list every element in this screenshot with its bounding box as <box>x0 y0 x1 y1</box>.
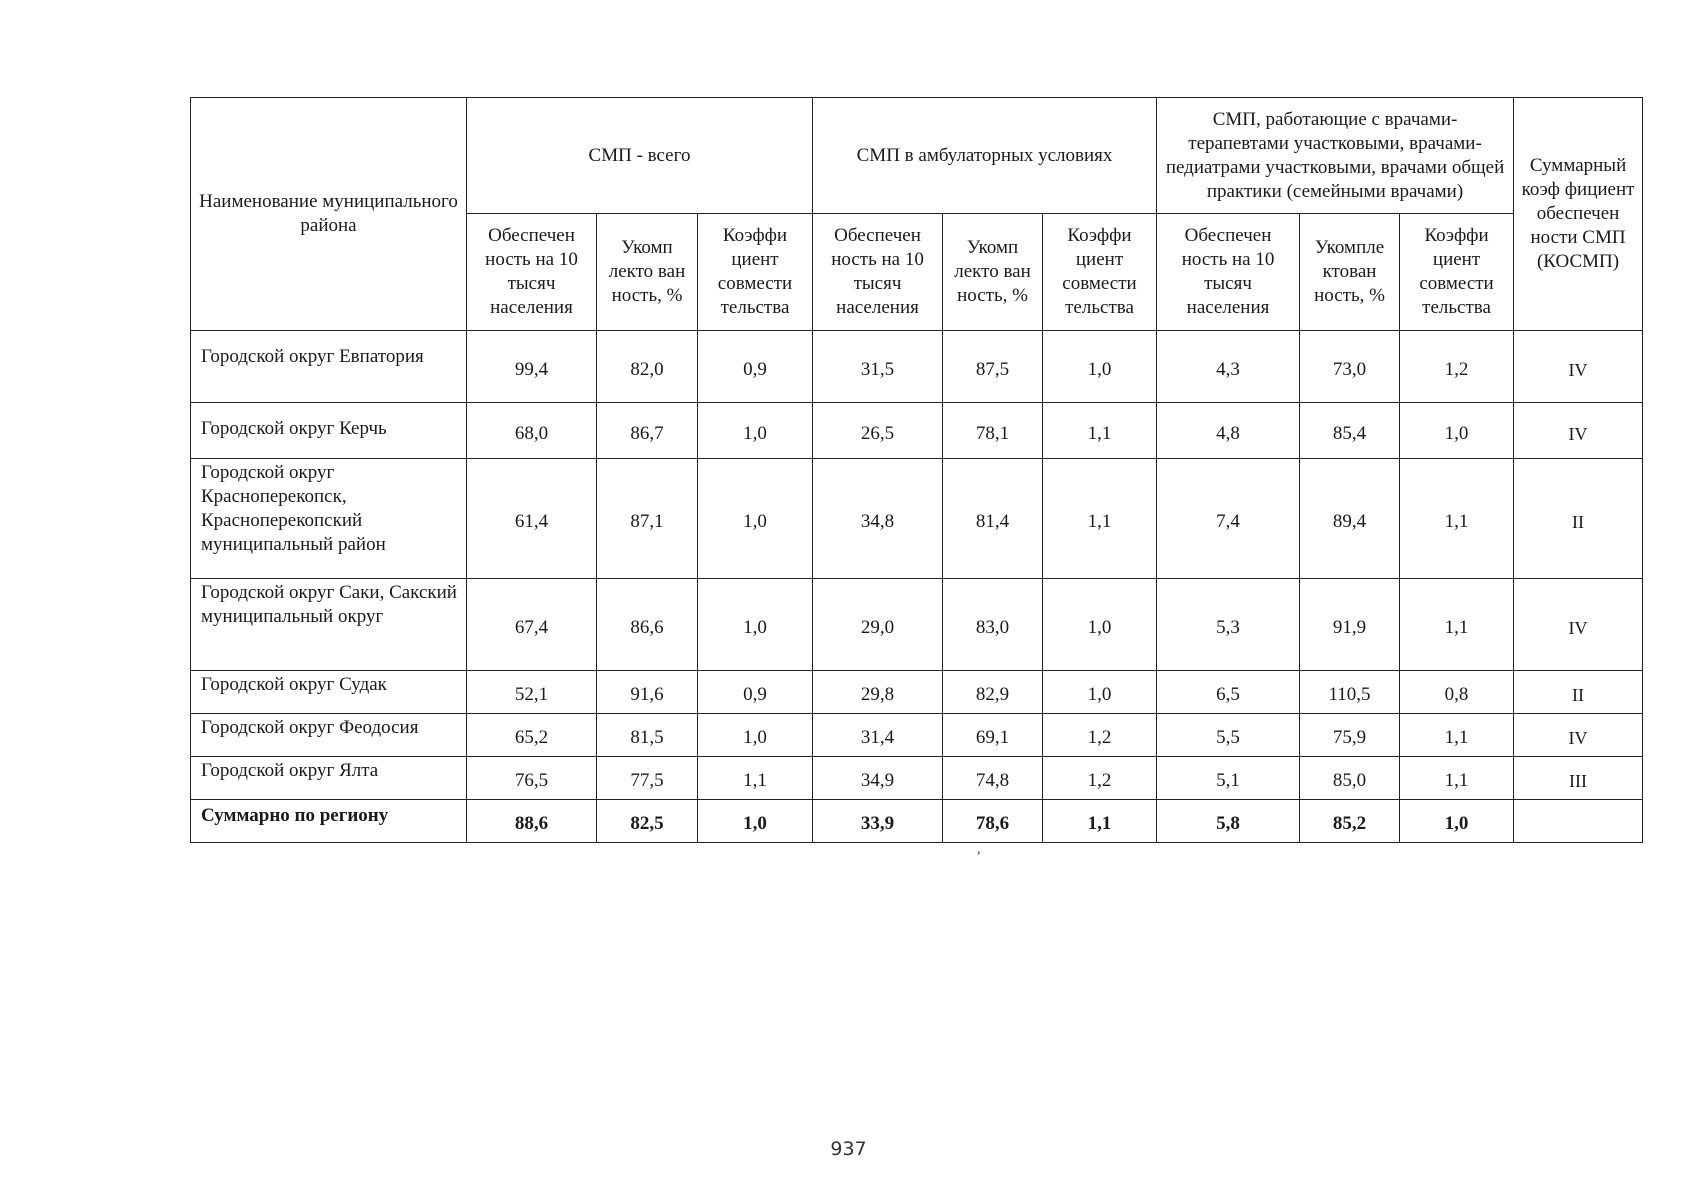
table-row <box>191 671 1643 714</box>
table-row <box>191 714 1643 757</box>
subcolumn-header: Обеспечен ность на 10 тысяч населения <box>813 214 943 331</box>
group-header-smp-outpatient: СМП в амбулаторных условиях <box>813 98 1157 214</box>
subcolumn-header: Укомп лекто ван ность, % <box>943 214 1043 331</box>
table-cell: 26,5 <box>813 403 943 459</box>
table-cell: 83,0 <box>943 579 1043 671</box>
table-cell: 110,5 <box>1300 671 1400 714</box>
table-cell: 34,8 <box>813 459 943 579</box>
table-cell: 1,1 <box>1400 579 1514 671</box>
table-cell: 1,0 <box>1400 800 1514 843</box>
table-row <box>191 579 1643 671</box>
kosmp-value: IV <box>1514 579 1643 671</box>
table-cell: 61,4 <box>467 459 597 579</box>
table-cell: 99,4 <box>467 331 597 403</box>
table-cell: 69,1 <box>943 714 1043 757</box>
table-cell: 86,7 <box>597 403 698 459</box>
table-cell: 85,2 <box>1300 800 1400 843</box>
table-cell: 0,9 <box>698 671 813 714</box>
table-cell: 4,3 <box>1157 331 1300 403</box>
table-cell: 1,2 <box>1043 757 1157 800</box>
table-cell: 89,4 <box>1300 459 1400 579</box>
table-cell: 73,0 <box>1300 331 1400 403</box>
table-cell: 91,6 <box>597 671 698 714</box>
table-cell: 82,0 <box>597 331 698 403</box>
subcolumn-header: Коэффи циент совмести тельства <box>1043 214 1157 331</box>
subcolumn-header: Обеспечен ность на 10 тысяч населения <box>467 214 597 331</box>
table-cell: 6,5 <box>1157 671 1300 714</box>
table-cell: 1,0 <box>698 403 813 459</box>
table-row <box>191 403 1643 459</box>
table-cell: 1,0 <box>698 800 813 843</box>
table-cell: 5,8 <box>1157 800 1300 843</box>
table-cell: 86,6 <box>597 579 698 671</box>
table-cell: 65,2 <box>467 714 597 757</box>
table-cell: 88,6 <box>467 800 597 843</box>
table-cell: 81,5 <box>597 714 698 757</box>
table-cell: 1,0 <box>698 579 813 671</box>
column-header-kosmp: Суммарный коэф фициент обеспечен ности СМП (КОСМП) <box>1514 98 1643 331</box>
district-name: Городской округ Евпатория <box>191 331 467 403</box>
table-cell: 82,5 <box>597 800 698 843</box>
kosmp-value <box>1514 800 1643 843</box>
table-cell: 77,5 <box>597 757 698 800</box>
smp-staffing-table <box>190 97 1643 843</box>
table-cell: 1,1 <box>1400 714 1514 757</box>
table-cell: 29,8 <box>813 671 943 714</box>
table-cell: 1,0 <box>1043 671 1157 714</box>
kosmp-value: II <box>1514 671 1643 714</box>
table-cell: 1,0 <box>698 459 813 579</box>
table-cell: 1,0 <box>698 714 813 757</box>
kosmp-value: III <box>1514 757 1643 800</box>
district-name: Городской округ Керчь <box>191 403 467 459</box>
district-name: Городской округ Судак <box>191 671 467 714</box>
subcolumn-header: Обеспечен ность на 10 тысяч населения <box>1157 214 1300 331</box>
table-cell: 1,1 <box>1400 757 1514 800</box>
subcolumn-header: Коэффи циент совмести тельства <box>1400 214 1514 331</box>
table-cell: 1,2 <box>1400 331 1514 403</box>
table-cell: 7,4 <box>1157 459 1300 579</box>
kosmp-value: IV <box>1514 403 1643 459</box>
table-cell: 74,8 <box>943 757 1043 800</box>
subcolumn-header: Укомп лекто ван ность, % <box>597 214 698 331</box>
table-cell: 85,0 <box>1300 757 1400 800</box>
table-row <box>191 459 1643 579</box>
kosmp-value: IV <box>1514 714 1643 757</box>
table-cell: 5,1 <box>1157 757 1300 800</box>
table-cell: 1,1 <box>1043 403 1157 459</box>
table-cell: 31,5 <box>813 331 943 403</box>
table-cell: 1,0 <box>1400 403 1514 459</box>
header-row-groups <box>191 98 1643 214</box>
page-number: 937 <box>830 1138 867 1160</box>
district-name: Городской округ Ялта <box>191 757 467 800</box>
table-cell: 1,1 <box>1043 459 1157 579</box>
subcolumn-header: Укомпле ктован ность, % <box>1300 214 1400 331</box>
table-cell: 87,5 <box>943 331 1043 403</box>
table-cell: 85,4 <box>1300 403 1400 459</box>
table-cell: 4,8 <box>1157 403 1300 459</box>
table-cell: 87,1 <box>597 459 698 579</box>
table-cell: 81,4 <box>943 459 1043 579</box>
table-cell: 1,1 <box>1400 459 1514 579</box>
table-cell: 0,8 <box>1400 671 1514 714</box>
table-cell: 1,2 <box>1043 714 1157 757</box>
table-row-total <box>191 800 1643 843</box>
kosmp-value: II <box>1514 459 1643 579</box>
scan-mark: , <box>977 842 981 857</box>
table-cell: 5,5 <box>1157 714 1300 757</box>
table-row <box>191 757 1643 800</box>
table-cell: 33,9 <box>813 800 943 843</box>
table-cell: 78,1 <box>943 403 1043 459</box>
kosmp-value: IV <box>1514 331 1643 403</box>
subcolumn-header: Коэффи циент совмести тельства <box>698 214 813 331</box>
table-cell: 91,9 <box>1300 579 1400 671</box>
table-cell: 1,0 <box>1043 331 1157 403</box>
table-cell: 1,1 <box>698 757 813 800</box>
table-cell: 1,0 <box>1043 579 1157 671</box>
table-cell: 75,9 <box>1300 714 1400 757</box>
table-cell: 31,4 <box>813 714 943 757</box>
column-header-district-name: Наименование муниципального района <box>191 98 467 331</box>
table-cell: 52,1 <box>467 671 597 714</box>
table-cell: 68,0 <box>467 403 597 459</box>
total-label: Суммарно по региону <box>191 800 467 843</box>
group-header-smp-total: СМП - всего <box>467 98 813 214</box>
table-cell: 1,1 <box>1043 800 1157 843</box>
district-name: Городской округ Феодосия <box>191 714 467 757</box>
table-cell: 67,4 <box>467 579 597 671</box>
table-cell: 76,5 <box>467 757 597 800</box>
district-name: Городской округ Красноперекопск, Красноперекопский муниципальный район <box>191 459 467 579</box>
table-cell: 34,9 <box>813 757 943 800</box>
table-cell: 5,3 <box>1157 579 1300 671</box>
district-name: Городской округ Саки, Сакский муниципальный округ <box>191 579 467 671</box>
table-cell: 29,0 <box>813 579 943 671</box>
table-cell: 82,9 <box>943 671 1043 714</box>
group-header-smp-with-district-doctors: СМП, работающие с врачами-терапевтами участковыми, врачами-педиатрами участковыми, врачами общей практики (семейными врачами) <box>1157 98 1514 214</box>
table-cell: 78,6 <box>943 800 1043 843</box>
table-row <box>191 331 1643 403</box>
table-cell: 0,9 <box>698 331 813 403</box>
